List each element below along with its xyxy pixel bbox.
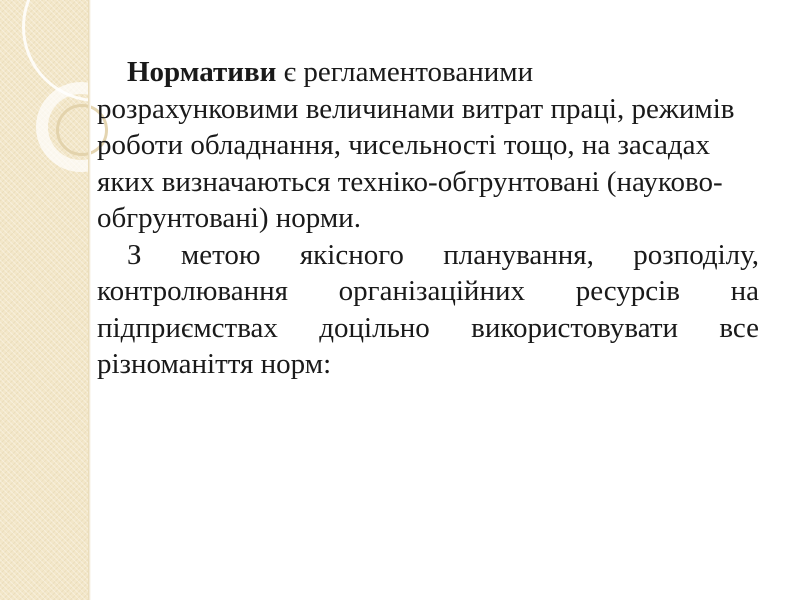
decorative-sidebar bbox=[0, 0, 88, 600]
paragraph-definition bbox=[97, 54, 759, 237]
sidebar-divider bbox=[88, 0, 91, 600]
slide-text-body bbox=[97, 54, 759, 383]
definition-text: є регламентованими розрахунковими величинами витрат праці, режимів роботи обладнання, чисельності тощо, на засадах яких визначаються техніко-обгрунтовані (науково-обгрунтовані) норми. bbox=[97, 56, 735, 234]
paragraph-norms-usage: З метою якісного планування, розподілу, контролювання організаційних ресурсів на підприємствах доцільно використовувати все різноманіття норм: bbox=[97, 238, 759, 380]
term-normatyvy: Нормативи bbox=[127, 56, 277, 88]
